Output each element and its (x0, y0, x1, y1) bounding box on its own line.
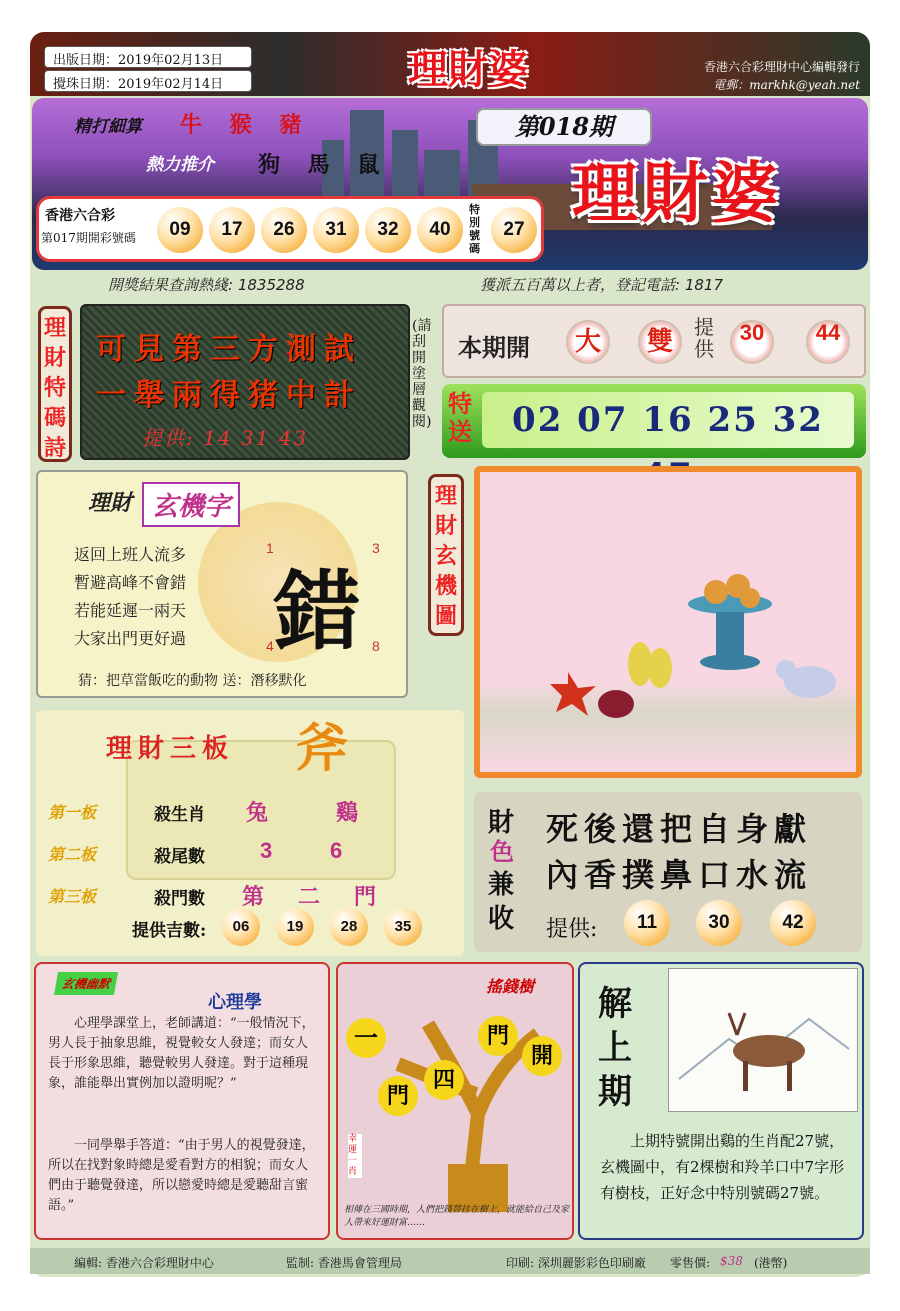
puzzle-picture (480, 472, 856, 772)
axe-char: 斧 (296, 718, 349, 779)
verse-line-2: 內香撲鼻口水流 (546, 856, 813, 894)
verse-side-4: 收 (488, 904, 515, 934)
money-tree-panel (336, 962, 574, 1240)
picks-2: 狗 馬 鼠 (258, 152, 390, 178)
picture-frame (474, 466, 862, 778)
poem-side-title: 理財特碼詩 (38, 306, 72, 462)
board-tag: 第二板 (48, 845, 97, 864)
poem-line-1: 可見第三方測試 (96, 332, 362, 367)
footer-printer: 印刷: 深圳麗影彩色印刷廠 (506, 1256, 646, 1270)
email: 電郵：markhk@yeah.net (713, 78, 860, 92)
riddle-line: 大家出門更好過 (74, 629, 187, 648)
footer-editor: 編輯: 香港六合彩理財中心 (74, 1256, 214, 1270)
coin-word: 四 (424, 1060, 464, 1100)
riddle-brand: 理財 (88, 490, 133, 516)
solve-title-3: 期 (598, 1072, 632, 1112)
provide-label: 提供 (694, 315, 714, 361)
footer-price-unit: (港幣) (754, 1256, 788, 1270)
coin-word: 門 (378, 1076, 418, 1116)
label-hot: 熱力推介 (146, 155, 214, 175)
board-value: 二 (298, 884, 321, 910)
still-life-drawing (480, 472, 856, 772)
provide-number: 44 (806, 320, 850, 364)
verse-ball: 42 (770, 900, 816, 946)
tree-drawing (338, 964, 574, 1240)
coin-word: 一 (346, 1018, 386, 1058)
footer-supervisor: 監制: 香港馬會管理局 (286, 1256, 402, 1270)
solve-title-1: 解 (598, 984, 632, 1024)
three-boards-panel (36, 710, 464, 956)
lucky-ball: 28 (330, 908, 368, 946)
label-careful: 精打細算 (74, 117, 142, 137)
verse-panel (474, 792, 862, 952)
humor-badge: 玄機幽默 (54, 972, 118, 995)
verse-ball: 11 (624, 900, 670, 946)
riddle-title: 玄機字 (142, 482, 240, 527)
result-ball: 32 (365, 207, 411, 253)
result-ball: 40 (417, 207, 463, 253)
psych-panel (34, 962, 330, 1240)
special-send-label: 特送 (448, 389, 472, 446)
board-label: 殺生肖 (154, 805, 205, 825)
picks-1: 牛 猴 豬 (180, 112, 312, 138)
result-box (36, 196, 544, 262)
hotline-left: 開獎結果查詢熱綫: 1835288 (108, 276, 305, 294)
big-circle: 大 (566, 320, 610, 364)
lucky-seal: 幸運一肖 (348, 1134, 362, 1178)
special-numbers: 02 07 16 25 32 (482, 392, 854, 448)
special-label: 特別號碼 (469, 203, 480, 255)
psych-para-2: 一同學舉手答道：“由于男人的視覺發達，所以在找對象時總是愛看對方的相貌；而女人們由于聽覺發達，所以戀愛時總是愛聽甜言蜜語。” (48, 1138, 315, 1213)
verse-side-1: 財 (488, 808, 515, 838)
publisher-info (704, 58, 860, 94)
psych-para-1: 心理學課堂上，老師講道：“一般情況下，男人長于抽象思維，視覺較女人發達；而女人長于形象思維，聽覺較男人發達。對于這種現象，誰能舉出實例加以證明呢？” (48, 1016, 315, 1091)
riddle-line: 暫避高峰不會錯 (74, 573, 187, 592)
open-label: 本期開 (458, 333, 530, 362)
scratch-note: (請刮開塗層觀閱) (412, 318, 432, 430)
coin-word: 門 (478, 1016, 518, 1056)
hotline-right: 獲派五百萬以上者，登記電話: 1817 (480, 276, 723, 294)
pub-date: 出版日期：2019年02月13日 (44, 46, 252, 68)
board-label: 殺門數 (154, 889, 205, 909)
riddle-footer: 猜：把草當飯吃的動物 送：潛移默化 (78, 673, 307, 689)
verse-side-3: 兼 (488, 870, 515, 900)
lucky-ball: 06 (222, 908, 260, 946)
draw-date: 攪珠日期：2019年02月14日 (44, 70, 252, 92)
header-title: 理財婆 (408, 46, 528, 93)
verse-side-2: 色 (490, 837, 514, 866)
brand-title: 理財婆 (572, 154, 782, 232)
result-ball: 17 (209, 207, 255, 253)
verse-provide: 提供: (546, 917, 598, 942)
antelope-picture (668, 968, 858, 1112)
riddle-panel (36, 470, 408, 698)
lucky-label: 提供吉數: (132, 921, 207, 941)
board-value: 6 (330, 838, 343, 863)
issue-number: 第018期 (476, 108, 652, 146)
corner-1: 1 (266, 540, 274, 556)
picture-side-title: 理財玄機圖 (428, 474, 464, 636)
riddle-line: 返回上班人流多 (74, 545, 187, 564)
corner-8: 8 (372, 638, 380, 654)
riddle-char: 錯 (274, 561, 360, 662)
solve-text: 上期特號開出鷄的生肖配27號，玄機圖中，有2棵樹和羚羊口中7字形有樹枝，正好念中特別號碼27號。 (600, 1132, 845, 1202)
special-send-panel (442, 384, 866, 458)
result-ball: 09 (157, 207, 203, 253)
antelope-drawing (669, 969, 859, 1113)
result-label-2: 第017期開彩號碼 (41, 231, 136, 245)
footer (30, 1248, 870, 1274)
tree-caption: 相傳在三國時期，人們把錢替挂在樹上，就能給自己及家人帶來好運財富…… (344, 1205, 570, 1228)
solve-title-2: 上 (598, 1028, 632, 1068)
footer-price: $38 (720, 1254, 743, 1268)
double-circle: 雙 (638, 320, 682, 364)
solve-panel (578, 962, 864, 1240)
board-value: 兔 (246, 800, 269, 826)
footer-price-label: 零售價: (670, 1256, 711, 1270)
result-ball: 26 (261, 207, 307, 253)
psych-title: 心理學 (208, 992, 262, 1013)
board-value: 鷄 (336, 800, 359, 826)
result-label-1: 香港六合彩 (45, 208, 115, 224)
open-panel (442, 304, 866, 378)
board-tag: 第一板 (48, 803, 97, 822)
poem-provide: 提供: 14 31 43 (142, 426, 309, 450)
provide-number: 30 (730, 320, 774, 364)
corner-4: 4 (266, 638, 274, 654)
verse-line-1: 死後還把自身獻 (546, 810, 813, 848)
coin-word: 開 (522, 1036, 562, 1076)
board-tag: 第三板 (48, 887, 97, 906)
lucky-ball: 35 (384, 908, 422, 946)
riddle-line: 若能延遲一兩天 (74, 601, 187, 620)
poem-line-2: 一舉兩得猪中計 (96, 378, 362, 413)
verse-ball: 30 (696, 900, 742, 946)
tree-title: 搖錢樹 (486, 977, 535, 996)
three-boards-title: 理財三板 (106, 734, 235, 764)
board-value: 第 (242, 884, 265, 910)
result-ball: 31 (313, 207, 359, 253)
poem-scratch-panel (80, 304, 410, 460)
special-ball: 27 (491, 207, 537, 253)
board-value: 門 (354, 884, 377, 910)
board-label: 殺尾數 (154, 847, 205, 867)
lucky-ball: 19 (276, 908, 314, 946)
board-value: 3 (260, 838, 273, 863)
corner-3: 3 (372, 540, 380, 556)
publisher: 香港六合彩理財中心編輯發行 (703, 60, 860, 74)
